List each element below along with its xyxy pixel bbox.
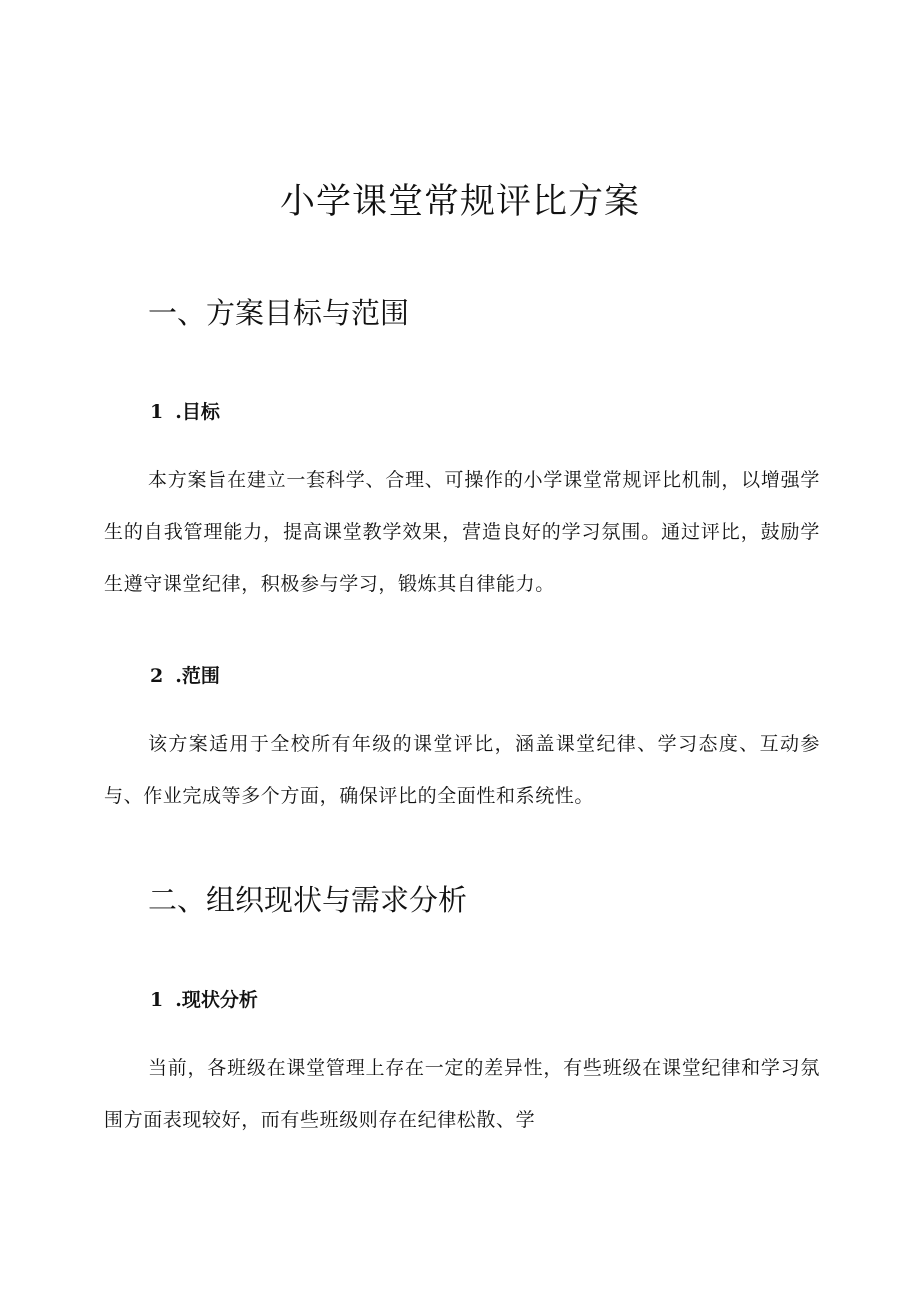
subsection-heading-2-1 xyxy=(150,986,258,1014)
subsection-heading-1-1 xyxy=(150,398,220,426)
section-heading-1: 一、方案目标与范围 xyxy=(148,296,410,330)
paragraph-goal: 本方案旨在建立一套科学、合理、可操作的小学课堂常规评比机制，以增强学生的自我管理能力，提高课堂教学效果，营造良好的学习氛围。通过评比，鼓励学生遵守课堂纪律，积极参与学习，锻炼其自律能力。 xyxy=(104,469,820,595)
subsection-number: 2 xyxy=(150,665,164,687)
subsection-heading-1-2 xyxy=(150,662,220,690)
paragraph-scope: 该方案适用于全校所有年级的课堂评比，涵盖课堂纪律、学习态度、互动参与、作业完成等多个方面，确保评比的全面性和系统性。 xyxy=(104,733,820,807)
subsection-number: 1 xyxy=(150,989,164,1011)
paragraph-current-analysis: 当前，各班级在课堂管理上存在一定的差异性，有些班级在课堂纪律和学习氛围方面表现较好，而有些班级则存在纪律松散、学 xyxy=(104,1057,820,1131)
subsection-label: .目标 xyxy=(175,401,220,423)
subsection-label: .现状分析 xyxy=(175,989,258,1011)
section-heading-2: 二、组织现状与需求分析 xyxy=(148,883,468,917)
document-title: 小学课堂常规评比方案 xyxy=(279,182,640,222)
subsection-label: .范围 xyxy=(175,665,220,687)
subsection-number: 1 xyxy=(150,401,164,423)
